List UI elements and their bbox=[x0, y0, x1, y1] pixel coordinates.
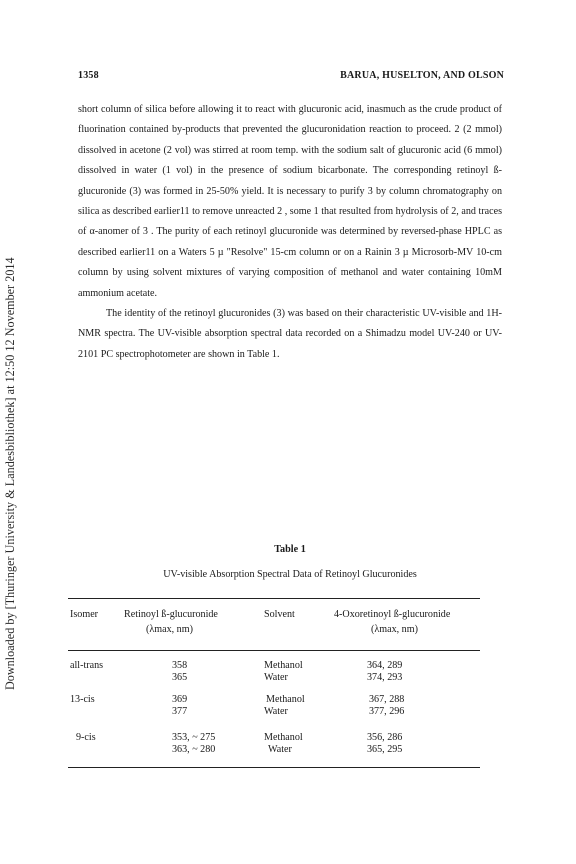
table-top-rule bbox=[68, 598, 480, 599]
col-header-retinoyl-unit: (λmax, nm) bbox=[146, 624, 193, 635]
table-caption: UV-visible Absorption Spectral Data of Retinoyl Glucuronides bbox=[163, 569, 417, 580]
table-cell-solvent: Water bbox=[264, 672, 288, 683]
col-header-oxo: 4-Oxoretinoyl ß-glucuronide bbox=[334, 609, 451, 620]
table-cell-oxo: 365, 295 bbox=[367, 744, 403, 755]
table-title: Table 1 bbox=[274, 544, 306, 555]
col-header-oxo-unit: (λmax, nm) bbox=[371, 624, 418, 635]
page-header bbox=[78, 70, 504, 84]
col-header-retinoyl: Retinoyl ß-glucuronide bbox=[124, 609, 218, 620]
col-header-isomer: Isomer bbox=[70, 609, 99, 620]
download-note-text: Downloaded by [Thuringer University & Landesbibliothek] at 12:50 12 November 2014 bbox=[3, 257, 17, 690]
table-cell-retinoyl: 358 bbox=[172, 660, 188, 671]
table-cell-oxo: 364, 289 bbox=[367, 660, 403, 671]
table-cell-solvent: Methanol bbox=[266, 694, 305, 705]
table-header-rule bbox=[68, 650, 480, 651]
running-head: BARUA, HUSELTON, AND OLSON bbox=[340, 70, 504, 81]
paragraph-1: short column of silica before allowing it to react with glucuronic acid, inasmuch as the crude product of fluorination contained by-products that prevented the glucuronidation reaction to proceed. 2 (2 mmol) dissolved in acetone (2 vol) was stirred at room temp. with the sodium salt of glucuronic acid (6 mmol) dissolved in water (1 vol) in the presence of sodium bicarbonate. The corresponding retinoyl ß-glucuronide (3) was formed in 25-50% yield. It is necessary to purify 3 by column chromatography on silica as described earlier11 to remove unreacted 2 , some 1 that resulted from hydrolysis of 2, and traces of α-anomer of 3 . The purity of each retinoyl glucuronide was determined by reversed-phase HPLC as described earlier11 on a Waters 5 µ "Resolve" 15-cm column or on a Rainin 3 µ Microsorb-MV 10-cm column by using solvent mixtures of varying composition of methanol and water containing 10mM ammonium acetate. bbox=[78, 104, 502, 299]
table-row-isomer: 13-cis bbox=[70, 694, 95, 705]
table-cell-solvent: Water bbox=[268, 744, 292, 755]
table-cell-solvent: Methanol bbox=[264, 660, 303, 671]
col-header-solvent: Solvent bbox=[264, 609, 295, 620]
table-bottom-rule bbox=[68, 767, 480, 768]
table-cell-retinoyl: 377 bbox=[172, 706, 188, 717]
table-cell-retinoyl: 363, ~ 280 bbox=[172, 744, 216, 755]
table-row-isomer: 9-cis bbox=[76, 732, 96, 743]
table-row-isomer: all-trans bbox=[70, 660, 104, 671]
table-cell-oxo: 356, 286 bbox=[367, 732, 403, 743]
page-number: 1358 bbox=[78, 70, 99, 81]
table-cell-oxo: 374, 293 bbox=[367, 672, 403, 683]
table-cell-solvent: Methanol bbox=[264, 732, 303, 743]
download-watermark bbox=[0, 0, 18, 864]
table-cell-retinoyl: 365 bbox=[172, 672, 188, 683]
body-text bbox=[78, 100, 502, 365]
table-cell-oxo: 367, 288 bbox=[369, 694, 405, 705]
table-cell-solvent: Water bbox=[264, 706, 288, 717]
table-cell-retinoyl: 369 bbox=[172, 694, 188, 705]
paragraph-2: The identity of the retinoyl glucuronides (3) was based on their characteristic UV-visible and 1H-NMR spectra. The UV-visible absorption spectral data recorded on a Shimadzu model UV-240 or UV-2101 PC spectrophotometer are shown in Table 1. bbox=[78, 308, 502, 360]
table-cell-retinoyl: 353, ~ 275 bbox=[172, 732, 216, 743]
table-cell-oxo: 377, 296 bbox=[369, 706, 405, 717]
